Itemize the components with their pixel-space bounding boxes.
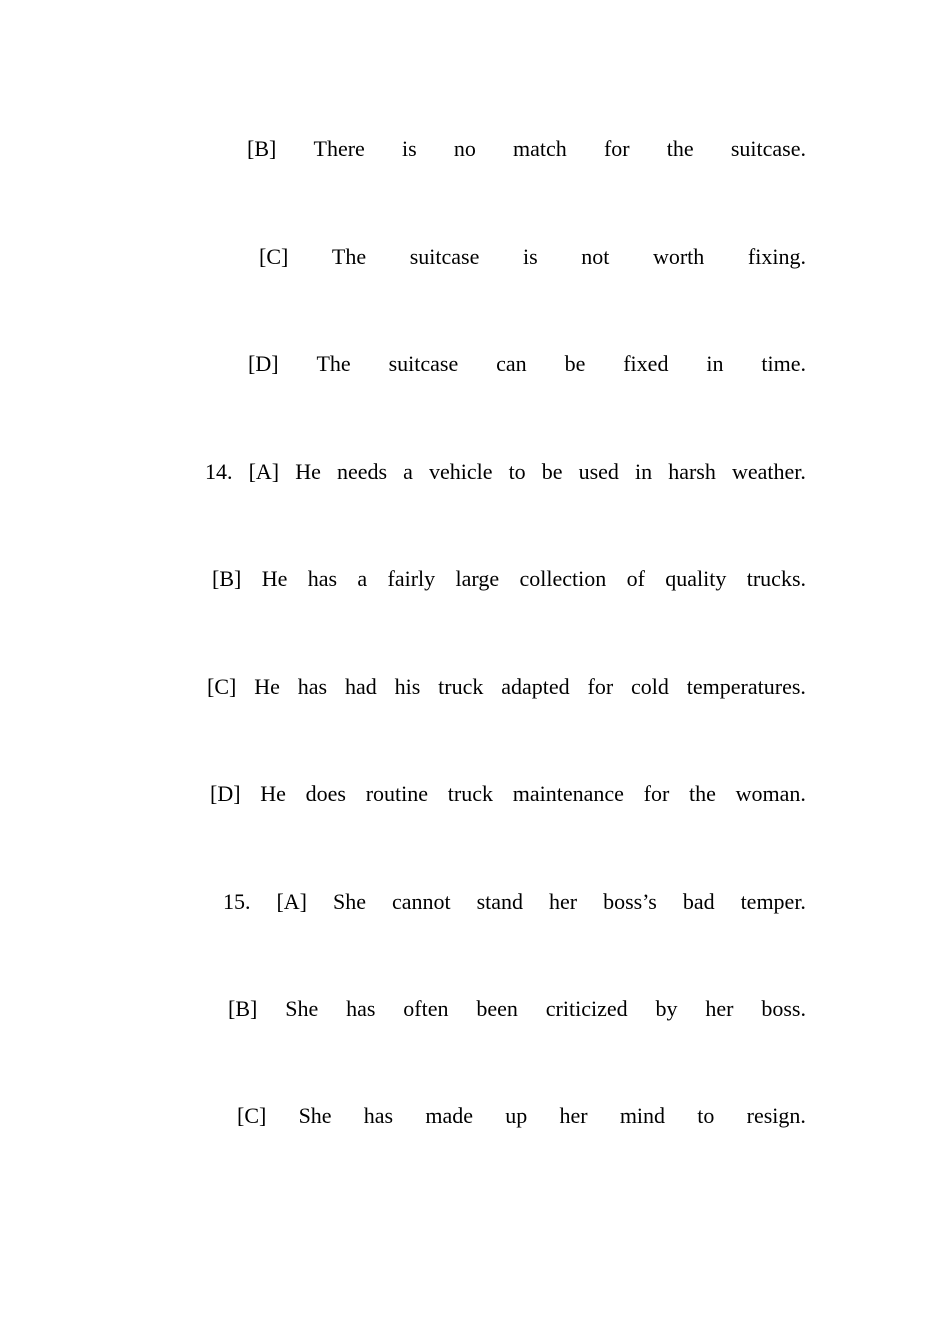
- word: had: [344, 674, 377, 699]
- word: for: [587, 674, 614, 699]
- word: made: [425, 1103, 474, 1128]
- word: boss’s: [603, 889, 657, 914]
- word: He: [295, 459, 321, 484]
- word: truck: [447, 781, 493, 806]
- word: suitcase: [409, 244, 480, 269]
- word: is: [401, 136, 417, 161]
- word: [C]: [207, 674, 237, 699]
- word: She: [285, 996, 319, 1021]
- word: stand: [476, 889, 524, 914]
- word: be: [564, 351, 586, 376]
- word: truck: [438, 674, 484, 699]
- word: maintenance: [512, 781, 624, 806]
- word: temperatures.: [686, 674, 806, 699]
- word: She: [332, 889, 366, 914]
- word: not: [581, 244, 610, 269]
- word: trucks.: [746, 566, 806, 591]
- word: by: [655, 996, 678, 1021]
- word: been: [476, 996, 518, 1021]
- word: weather.: [731, 459, 806, 484]
- word: There: [313, 136, 365, 161]
- word: He: [261, 566, 288, 591]
- word: [A]: [276, 889, 308, 914]
- word: [D]: [210, 781, 241, 806]
- word: harsh: [668, 459, 716, 484]
- word: has: [297, 674, 328, 699]
- word: mind: [619, 1103, 666, 1128]
- word: collection: [519, 566, 607, 591]
- word: her: [705, 996, 734, 1021]
- word: vehicle: [428, 459, 493, 484]
- word: used: [578, 459, 619, 484]
- question-15-option-a: [223, 887, 806, 917]
- word: 15.: [223, 889, 251, 914]
- word: for: [603, 136, 630, 161]
- word: [B]: [247, 136, 277, 161]
- option-line: [210, 779, 806, 809]
- word: quality: [665, 566, 727, 591]
- word: can: [496, 351, 527, 376]
- word: the: [689, 781, 716, 806]
- word: large: [455, 566, 500, 591]
- word: [D]: [248, 351, 279, 376]
- word: [C]: [237, 1103, 267, 1128]
- word: a: [357, 566, 368, 591]
- option-line: [207, 672, 806, 702]
- option-line: [228, 994, 806, 1024]
- word: [B]: [212, 566, 242, 591]
- word: no: [453, 136, 476, 161]
- option-line: [259, 242, 806, 272]
- word: needs: [336, 459, 388, 484]
- word: has: [363, 1103, 394, 1128]
- word: in: [635, 459, 653, 484]
- word: her: [549, 889, 578, 914]
- word: boss.: [761, 996, 806, 1021]
- word: fixing.: [747, 244, 806, 269]
- word: He: [260, 781, 286, 806]
- word: has: [307, 566, 338, 591]
- word: to: [508, 459, 526, 484]
- word: match: [513, 136, 567, 161]
- option-line: [247, 134, 806, 164]
- word: routine: [365, 781, 429, 806]
- word: her: [559, 1103, 588, 1128]
- word: The: [316, 351, 351, 376]
- word: temper.: [740, 889, 806, 914]
- word: fixed: [623, 351, 669, 376]
- word: She: [298, 1103, 332, 1128]
- word: of: [626, 566, 645, 591]
- word: has: [346, 996, 376, 1021]
- word: time.: [761, 351, 806, 376]
- word: is: [522, 244, 538, 269]
- word: his: [394, 674, 421, 699]
- word: 14.: [205, 459, 233, 484]
- word: often: [403, 996, 449, 1021]
- word: adapted: [501, 674, 570, 699]
- word: in: [706, 351, 724, 376]
- option-line: [212, 564, 806, 594]
- word: [A]: [248, 459, 280, 484]
- word: to: [697, 1103, 715, 1128]
- word: be: [541, 459, 563, 484]
- word: The: [331, 244, 367, 269]
- word: He: [254, 674, 280, 699]
- option-line: [248, 349, 806, 379]
- word: suitcase: [388, 351, 459, 376]
- word: cannot: [391, 889, 451, 914]
- word: suitcase.: [730, 136, 806, 161]
- word: for: [643, 781, 670, 806]
- word: a: [403, 459, 413, 484]
- word: does: [305, 781, 346, 806]
- word: up: [505, 1103, 528, 1128]
- word: woman.: [735, 781, 806, 806]
- question-14-option-a: [205, 457, 806, 487]
- word: [C]: [259, 244, 289, 269]
- word: fairly: [387, 566, 436, 591]
- word: [B]: [228, 996, 258, 1021]
- word: worth: [652, 244, 705, 269]
- word: cold: [631, 674, 669, 699]
- word: resign.: [746, 1103, 806, 1128]
- word: the: [666, 136, 694, 161]
- word: criticized: [545, 996, 628, 1021]
- option-line: [237, 1101, 806, 1131]
- word: bad: [682, 889, 715, 914]
